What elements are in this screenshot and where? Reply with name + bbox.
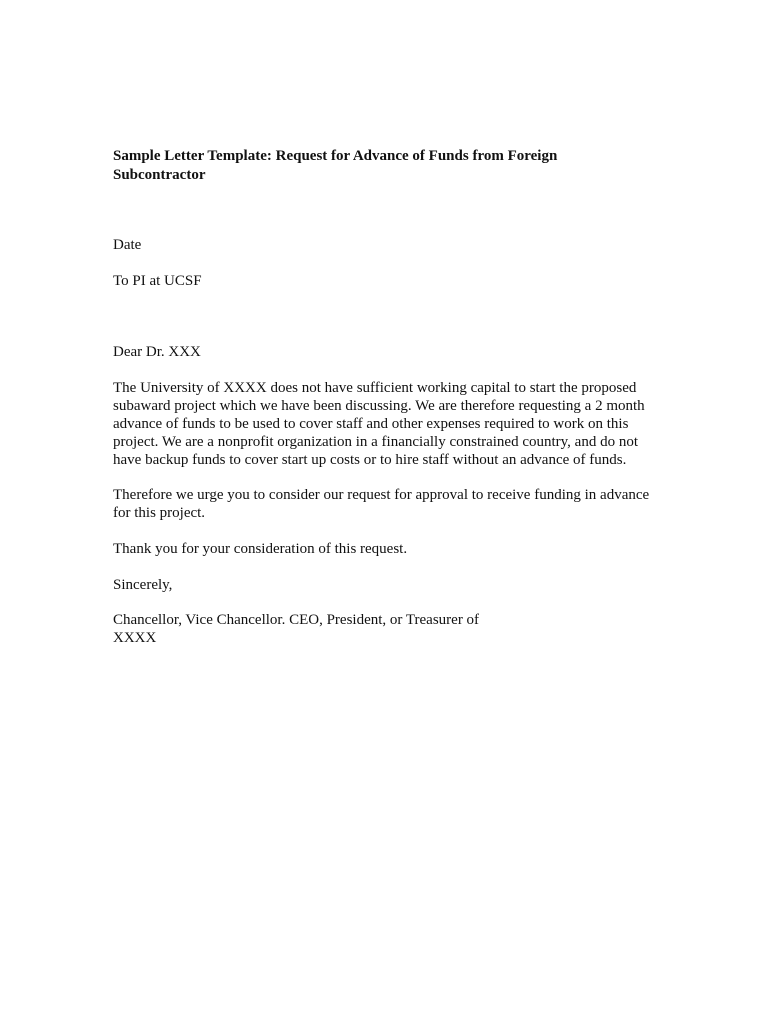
letter-closing: Sincerely, [113, 577, 173, 593]
signature-line: XXXX [113, 630, 157, 646]
letter-salutation: Dear Dr. XXX [113, 344, 201, 360]
paragraph-line: for this project. [113, 505, 206, 521]
signature-line: Chancellor, Vice Chancellor. CEO, President, or Treasurer of [113, 612, 480, 628]
letter-signature [113, 611, 673, 647]
letter-title [113, 147, 673, 185]
paragraph-line: project. We are a nonprofit organization in a financially constrained country, and do not [113, 434, 639, 450]
letter-date: Date [113, 237, 142, 253]
paragraph-line: subaward project which we have been discussing. We are therefore requesting a 2 month [113, 398, 645, 414]
letter-recipient: To PI at UCSF [113, 273, 202, 289]
paragraph-line: The University of XXXX does not have sufficient working capital to start the proposed [113, 380, 637, 396]
paragraph-line: Therefore we urge you to consider our request for approval to receive funding in advance [113, 487, 650, 503]
body-paragraph-2 [113, 486, 673, 522]
title-line: Subcontractor [113, 167, 206, 183]
body-paragraph-1 [113, 379, 673, 469]
body-paragraph-3: Thank you for your consideration of this request. [113, 541, 408, 557]
title-line: Sample Letter Template: Request for Advance of Funds from Foreign [113, 148, 558, 164]
paragraph-line: advance of funds to be used to cover staff and other expenses required to work on this [113, 416, 629, 432]
paragraph-line: have backup funds to cover start up costs or to hire staff without an advance of funds. [113, 452, 627, 468]
